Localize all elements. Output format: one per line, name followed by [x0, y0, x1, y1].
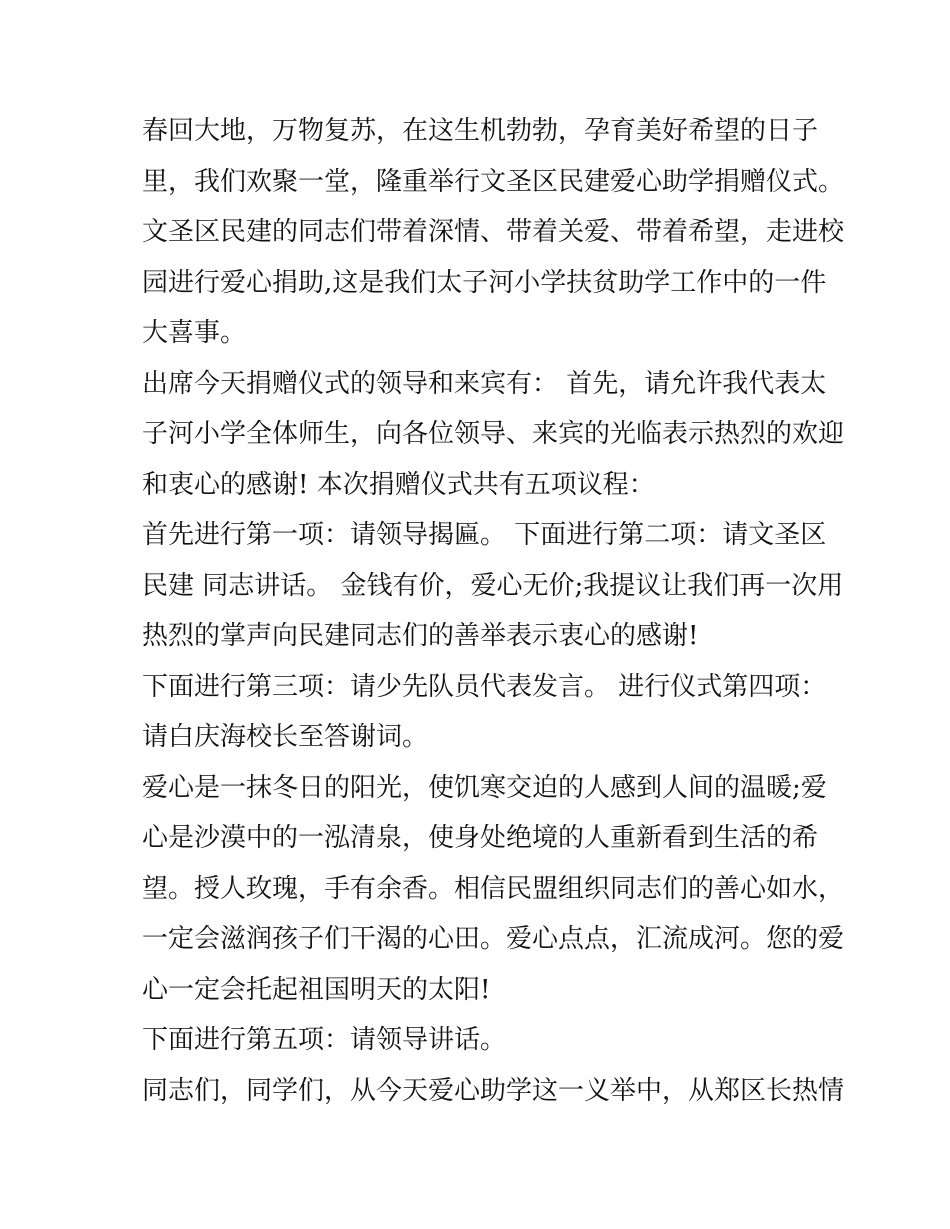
text-line: 望。授人玫瑰，手有余香。相信民盟组织同志们的善心如水， — [142, 873, 845, 904]
text-line: 出席今天捐赠仪式的领导和来宾有： 首先，请允许我代表太 — [142, 368, 827, 399]
text-line: 园进行爱心捐助,这是我们太子河小学扶贫助学工作中的一件 — [142, 267, 827, 298]
text-line: 春回大地，万物复苏，在这生机勃勃，孕育美好希望的日子 — [142, 116, 819, 146]
text-line: 心是沙漠中的一泓清泉，使身处绝境的人重新看到生活的希 — [142, 823, 819, 853]
text-line: 和衷心的感谢! 本次捐赠仪式共有五项议程： — [142, 469, 655, 500]
text-line: 里，我们欢聚一堂，隆重举行文圣区民建爱心助学捐赠仪式。 — [142, 166, 845, 197]
text-line: 首先进行第一项：请领导揭匾。 下面进行第二项：请文圣区 — [142, 520, 827, 550]
text-line: 请白庆海校长至答谢词。 — [142, 722, 429, 752]
text-line: 一定会滋润孩子们干渴的心田。爱心点点，汇流成河。您的爱 — [142, 924, 845, 954]
text-line: 心一定会托起祖国明天的太阳! — [142, 974, 491, 1005]
text-line: 热烈的掌声向民建同志们的善举表示衷心的感谢! — [142, 621, 699, 651]
text-line: 爱心是一抹冬日的阳光，使饥寒交迫的人感到人间的温暖;爱 — [142, 772, 827, 803]
text-line: 民建 同志讲话。 金钱有价，爱心无价;我提议让我们再一次用 — [142, 570, 844, 601]
text-line: 下面进行第五项：请领导讲话。 — [142, 1025, 507, 1055]
text-line: 子河小学全体师生，向各位领导、来宾的光临表示热烈的欢迎 — [142, 419, 845, 449]
text-line: 同志们，同学们，从今天爱心助学这一义举中，从郑区长热情 — [142, 1075, 845, 1106]
text-line: 大喜事。 — [142, 318, 247, 348]
document-body — [142, 106, 845, 1116]
text-line: 文圣区民建的同志们带着深情、带着关爱、带着希望，走进校 — [142, 217, 845, 247]
text-line: 下面进行第三项：请少先队员代表发言。 进行仪式第四项： — [142, 671, 827, 702]
